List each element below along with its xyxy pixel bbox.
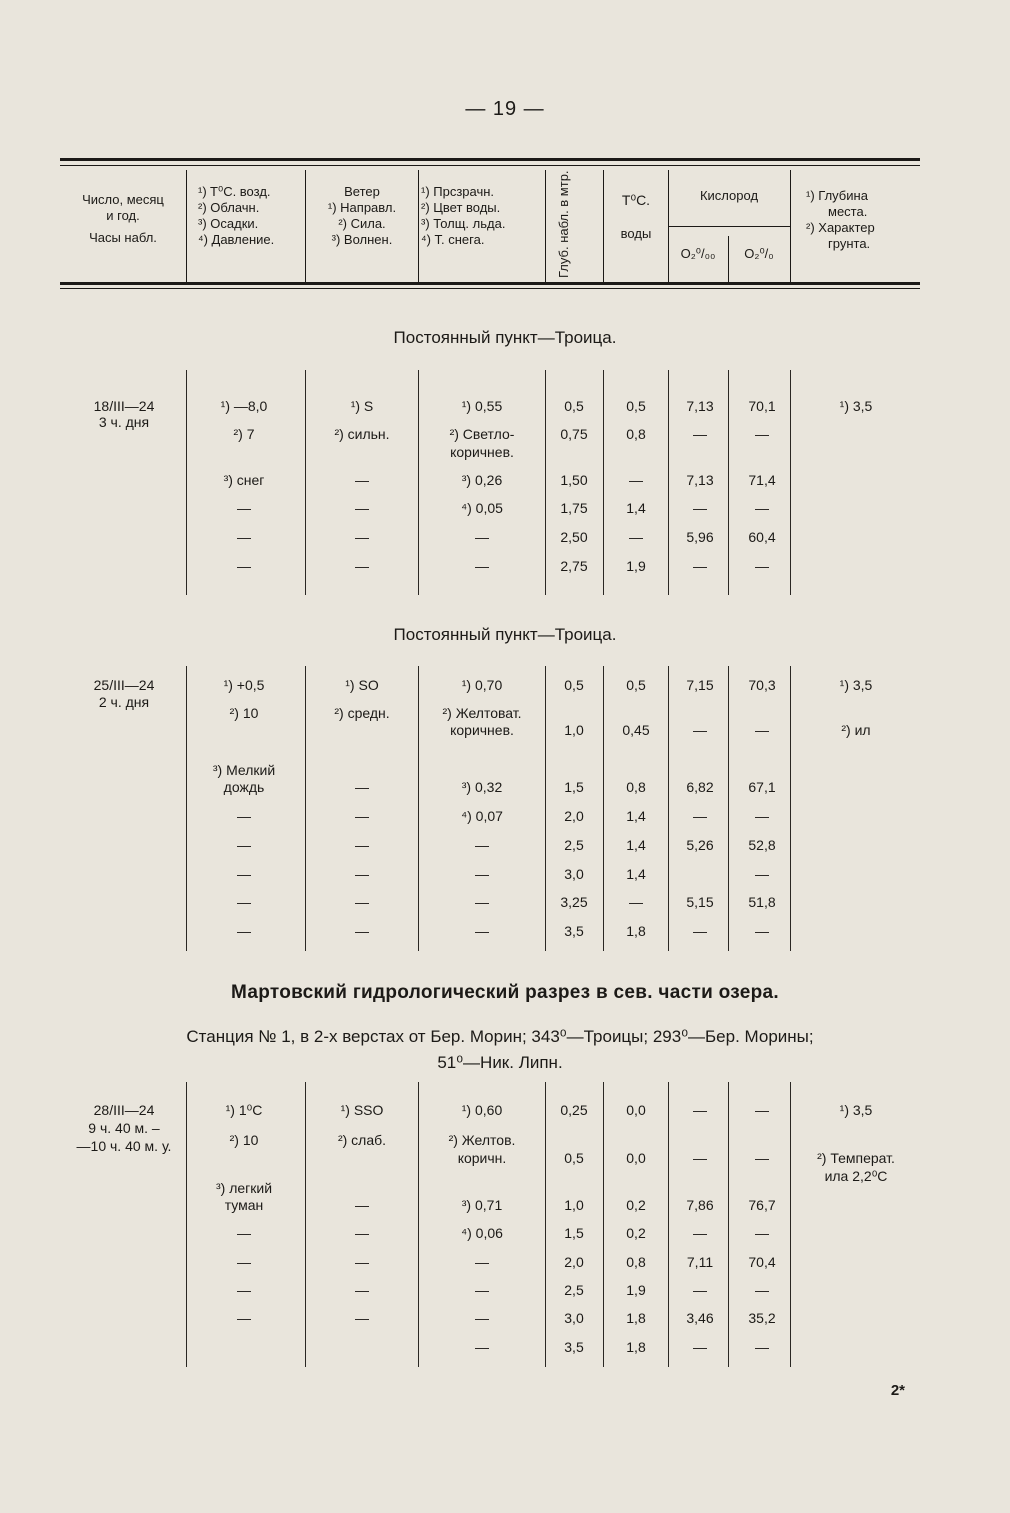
water-color: ²) Светло- <box>449 426 515 442</box>
water-temp: — <box>629 894 643 910</box>
oxygen-percent: — <box>755 1102 769 1118</box>
ice-thickness: ³) 0,71 <box>461 1197 503 1213</box>
oxygen-percent: 60,4 <box>748 529 776 545</box>
oxygen-permille: — <box>693 1282 707 1298</box>
time-text: 9 ч. 40 м. – <box>88 1120 160 1136</box>
column-rule <box>545 666 546 951</box>
air-temp: ¹) —8,0 <box>220 398 268 414</box>
oxygen-percent: — <box>755 500 769 516</box>
empty-dash: — <box>237 923 251 939</box>
empty-dash: — <box>355 472 369 488</box>
snow-thickness: ⁴) 0,07 <box>461 808 503 824</box>
kislorod-sub-rule <box>668 226 790 227</box>
obs-depth: 0,75 <box>560 426 588 442</box>
oxygen-permille: — <box>693 722 707 738</box>
empty-dash: — <box>237 866 251 882</box>
precipitation: туман <box>224 1197 264 1213</box>
header-col-date <box>62 192 184 246</box>
oxygen-permille: — <box>693 1102 707 1118</box>
header-col-ground-line: ¹) Глубина <box>806 188 868 203</box>
oxygen-percent: — <box>755 808 769 824</box>
water-color: ²) Желтов. <box>448 1132 516 1148</box>
air-temp: ¹) +0,5 <box>223 677 265 693</box>
column-rule <box>728 370 729 595</box>
header-col-air <box>198 184 274 248</box>
oxygen-percent: — <box>755 426 769 442</box>
column-rule <box>668 666 669 951</box>
time-text: 2 ч. дня <box>98 694 150 710</box>
water-temp: 0,8 <box>626 426 646 442</box>
oxygen-permille: — <box>693 558 707 574</box>
header-col-air-line: ¹) T⁰C. возд. <box>198 184 271 199</box>
empty-dash: — <box>237 1282 251 1298</box>
obs-depth: 0,5 <box>564 677 584 693</box>
obs-depth: 1,50 <box>560 472 588 488</box>
oxygen-permille: 5,96 <box>686 529 714 545</box>
wind-force: ²) слаб. <box>337 1132 387 1148</box>
empty-dash: — <box>237 558 251 574</box>
station-description <box>60 1024 940 1076</box>
section-heading: Постоянный пункт—Троица. <box>393 625 617 644</box>
empty-dash: — <box>475 894 489 910</box>
empty-dash: — <box>237 1310 251 1326</box>
oxygen-percent: — <box>755 923 769 939</box>
transparency: ¹) 0,70 <box>461 677 503 693</box>
oxygen-permille: — <box>693 500 707 516</box>
date-text: 18/III—24 <box>93 398 155 414</box>
column-rule <box>418 1082 419 1367</box>
oxygen-percent: 71,4 <box>748 472 776 488</box>
header-separator <box>418 170 419 282</box>
water-temp: 1,8 <box>626 1339 646 1355</box>
oxygen-permille: — <box>693 1150 707 1166</box>
header-col-date-line: Число, месяц <box>82 192 164 207</box>
obs-depth: 3,5 <box>564 923 584 939</box>
precipitation: дождь <box>223 779 265 795</box>
column-rule <box>790 370 791 595</box>
header-col-date-line: Часы набл. <box>89 230 157 245</box>
empty-dash: — <box>355 779 369 795</box>
obs-depth: 1,0 <box>564 1197 584 1213</box>
wind-force: ²) сильн. <box>334 426 390 442</box>
ground-type: ила 2,2⁰C <box>824 1168 888 1184</box>
header-separator <box>545 170 546 282</box>
water-temp: 1,4 <box>626 500 646 516</box>
ice-thickness: ³) 0,32 <box>461 779 503 795</box>
oxygen-percent: — <box>755 866 769 882</box>
column-rule <box>305 1082 306 1367</box>
ice-thickness: ³) 0,26 <box>461 472 503 488</box>
column-rule <box>728 666 729 951</box>
ground-type: ²) ил <box>841 722 871 738</box>
cloudiness: ²) 7 <box>233 426 255 442</box>
header-col-air-line: ²) Облачн. <box>198 200 260 215</box>
header-col-ground-line: ²) Характер <box>806 220 875 235</box>
snow-thickness: ⁴) 0,06 <box>461 1225 503 1241</box>
obs-depth: 1,0 <box>564 722 584 738</box>
obs-depth: 3,0 <box>564 1310 584 1326</box>
precipitation: ³) Мелкий <box>212 762 276 778</box>
column-rule <box>668 370 669 595</box>
empty-dash: — <box>355 500 369 516</box>
empty-dash: — <box>355 1225 369 1241</box>
oxygen-permille: 7,86 <box>686 1197 714 1213</box>
oxygen-permille: 3,46 <box>686 1310 714 1326</box>
date-text: 25/III—24 <box>93 677 155 693</box>
date-text: 28/III—24 <box>93 1102 155 1118</box>
oxygen-percent: 67,1 <box>748 779 776 795</box>
column-rule <box>603 666 604 951</box>
water-temp: 1,8 <box>626 923 646 939</box>
water-temp: 1,9 <box>626 1282 646 1298</box>
empty-dash: — <box>475 1254 489 1270</box>
column-rule <box>186 1082 187 1367</box>
oxygen-permille: 7,13 <box>686 472 714 488</box>
obs-depth: 2,0 <box>564 808 584 824</box>
oxygen-percent: 70,3 <box>748 677 776 693</box>
oxygen-percent: 70,1 <box>748 398 776 414</box>
column-rule <box>545 370 546 595</box>
empty-dash: — <box>355 1197 369 1213</box>
empty-dash: — <box>475 923 489 939</box>
ground-type: ²) Температ. <box>817 1150 895 1166</box>
empty-dash: — <box>237 529 251 545</box>
obs-depth: 3,5 <box>564 1339 584 1355</box>
water-temp: 1,9 <box>626 558 646 574</box>
oxygen-permille: 5,15 <box>686 894 714 910</box>
column-rule <box>418 370 419 595</box>
header-col-water <box>421 184 505 248</box>
station-description-line: 51⁰—Ник. Липн. <box>437 1053 563 1072</box>
header-col-oxygen-permille: O₂⁰/₀₀ <box>680 246 716 261</box>
water-temp: 0,2 <box>626 1225 646 1241</box>
header-col-air-line: ³) Осадки. <box>198 216 259 231</box>
header-col-date-line: и год. <box>106 208 140 223</box>
oxygen-permille: 7,13 <box>686 398 714 414</box>
header-col-water-temp <box>604 192 668 242</box>
oxygen-permille: — <box>693 426 707 442</box>
wind-direction: ¹) S <box>350 398 374 414</box>
header-col-ground-line: места. <box>828 204 868 219</box>
obs-depth: 2,5 <box>564 1282 584 1298</box>
obs-depth: 0,25 <box>560 1102 588 1118</box>
header-col-ground <box>806 188 875 252</box>
column-rule <box>545 1082 546 1367</box>
column-rule <box>305 666 306 951</box>
transparency: ¹) 0,60 <box>461 1102 503 1118</box>
header-bottom-rule <box>60 282 920 285</box>
wind-force: ²) средн. <box>334 705 390 721</box>
column-rule <box>418 666 419 951</box>
precipitation: ³) легкий <box>215 1180 273 1196</box>
oxygen-percent: — <box>755 722 769 738</box>
header-col-wind <box>306 184 418 248</box>
empty-dash: — <box>237 1254 251 1270</box>
column-rule <box>305 370 306 595</box>
water-temp: 0,45 <box>622 722 650 738</box>
empty-dash: — <box>237 894 251 910</box>
empty-dash: — <box>355 1254 369 1270</box>
empty-dash: — <box>355 894 369 910</box>
header-top-rule <box>60 158 920 161</box>
water-temp: — <box>629 529 643 545</box>
oxygen-percent: 70,4 <box>748 1254 776 1270</box>
obs-depth: 2,50 <box>560 529 588 545</box>
wind-direction: ¹) SSO <box>340 1102 384 1118</box>
water-temp: 0,2 <box>626 1197 646 1213</box>
water-temp: 0,5 <box>626 398 646 414</box>
column-rule <box>728 1082 729 1367</box>
oxygen-permille: — <box>693 923 707 939</box>
water-temp: 0,8 <box>626 1254 646 1270</box>
obs-depth: 2,0 <box>564 1254 584 1270</box>
water-color: ²) Желтоват. <box>442 705 522 721</box>
water-temp: 0,5 <box>626 677 646 693</box>
transparency: ¹) 0,55 <box>461 398 503 414</box>
oxygen-permille: — <box>693 1225 707 1241</box>
water-color: коричнев. <box>450 444 514 460</box>
oxygen-permille: 6,82 <box>686 779 714 795</box>
obs-depth: 0,5 <box>564 1150 584 1166</box>
site-depth: ¹) 3,5 <box>839 398 873 414</box>
oxygen-percent: 52,8 <box>748 837 776 853</box>
oxygen-percent: — <box>755 558 769 574</box>
snow-thickness: ⁴) 0,05 <box>461 500 503 516</box>
water-temp: 0,0 <box>626 1102 646 1118</box>
oxygen-percent: 51,8 <box>748 894 776 910</box>
header-col-wind-line: ¹) Направл. <box>327 200 397 215</box>
oxygen-percent: — <box>755 1339 769 1355</box>
oxygen-percent: 35,2 <box>748 1310 776 1326</box>
header-col-water-line: ²) Цвет воды. <box>421 200 501 215</box>
obs-depth: 3,25 <box>560 894 588 910</box>
header-col-water-line: ³) Толщ. льда. <box>421 216 506 231</box>
obs-depth: 2,75 <box>560 558 588 574</box>
empty-dash: — <box>237 500 251 516</box>
header-col-air-line: ⁴) Давление. <box>198 232 275 247</box>
column-rule <box>603 1082 604 1367</box>
header-col-depth-vertical: Глуб. набл. в мтр. <box>556 170 571 278</box>
water-color: коричн. <box>457 1150 507 1166</box>
oxygen-percent: — <box>755 1225 769 1241</box>
header-col-oxygen-percent: O₂⁰/₀ <box>744 246 774 261</box>
section-heading: Мартовский гидрологический разрез в сев. части озера. <box>230 982 779 1003</box>
empty-dash: — <box>237 808 251 824</box>
empty-dash: — <box>355 866 369 882</box>
header-top-rule-thin <box>60 165 920 166</box>
header-bottom-rule-thin <box>60 288 920 289</box>
empty-dash: — <box>355 529 369 545</box>
section-heading: Постоянный пункт—Троица. <box>393 328 617 347</box>
oxygen-permille: — <box>693 808 707 824</box>
water-temp: 1,8 <box>626 1310 646 1326</box>
water-temp: 1,4 <box>626 808 646 824</box>
empty-dash: — <box>475 866 489 882</box>
signature-mark: 2* <box>890 1382 905 1399</box>
site-depth: ¹) 3,5 <box>839 677 873 693</box>
empty-dash: — <box>475 1339 489 1355</box>
column-rule <box>790 666 791 951</box>
header-col-wind-line: ²) Сила. <box>338 216 386 231</box>
empty-dash: — <box>475 1282 489 1298</box>
obs-depth: 1,5 <box>564 1225 584 1241</box>
header-separator <box>790 170 791 282</box>
obs-depth: 2,5 <box>564 837 584 853</box>
header-col-wind-line: Ветер <box>344 184 380 199</box>
empty-dash: — <box>355 923 369 939</box>
column-rule <box>186 370 187 595</box>
page-number: — 19 — <box>465 98 545 120</box>
column-rule <box>790 1082 791 1367</box>
header-col-water-line: ⁴) Т. снега. <box>421 232 485 247</box>
empty-dash: — <box>475 1310 489 1326</box>
time-text: —10 ч. 40 м. у. <box>76 1138 172 1154</box>
air-temp: ¹) 1⁰C <box>225 1102 263 1118</box>
obs-depth: 1,75 <box>560 500 588 516</box>
water-temp: — <box>629 472 643 488</box>
oxygen-percent: — <box>755 1150 769 1166</box>
obs-depth: 3,0 <box>564 866 584 882</box>
station-description-line: Станция № 1, в 2-х верстах от Бер. Морин; 343⁰—Троицы; 293⁰—Бер. Морины; <box>186 1027 814 1046</box>
empty-dash: — <box>355 837 369 853</box>
obs-depth: 1,5 <box>564 779 584 795</box>
empty-dash: — <box>355 558 369 574</box>
header-col-water-line: ¹) Прсзрачн. <box>421 184 495 199</box>
empty-dash: — <box>355 1310 369 1326</box>
header-col-water-temp-line: воды <box>620 226 652 241</box>
water-temp: 1,4 <box>626 837 646 853</box>
obs-depth: 0,5 <box>564 398 584 414</box>
empty-dash: — <box>355 808 369 824</box>
empty-dash: — <box>475 837 489 853</box>
oxygen-permille: 5,26 <box>686 837 714 853</box>
header-separator <box>186 170 187 282</box>
oxygen-permille: — <box>693 1339 707 1355</box>
time-text: 3 ч. дня <box>98 414 150 430</box>
column-rule <box>186 666 187 951</box>
oxygen-permille: 7,15 <box>686 677 714 693</box>
column-rule <box>668 1082 669 1367</box>
wind-direction: ¹) SO <box>345 677 379 693</box>
header-col-wind-line: ³) Волнен. <box>331 232 393 247</box>
water-color: коричнев. <box>450 722 514 738</box>
oxygen-percent: — <box>755 1282 769 1298</box>
empty-dash: — <box>237 837 251 853</box>
precipitation: ³) снег <box>223 472 265 488</box>
header-col-water-temp-line: T⁰C. <box>621 192 651 208</box>
empty-dash: — <box>475 529 489 545</box>
water-temp: 0,8 <box>626 779 646 795</box>
water-temp: 1,4 <box>626 866 646 882</box>
empty-dash: — <box>237 1225 251 1241</box>
water-temp: 0,0 <box>626 1150 646 1166</box>
oxygen-permille: 7,11 <box>686 1254 714 1270</box>
header-col-oxygen-title: Кислород <box>699 188 759 203</box>
oxygen-percent: 76,7 <box>748 1197 776 1213</box>
cloudiness: ²) 10 <box>229 1132 259 1148</box>
empty-dash: — <box>475 558 489 574</box>
header-col-ground-line: грунта. <box>828 236 871 251</box>
empty-dash: — <box>355 1282 369 1298</box>
cloudiness: ²) 10 <box>229 705 259 721</box>
site-depth: ¹) 3,5 <box>839 1102 873 1118</box>
column-rule <box>603 370 604 595</box>
